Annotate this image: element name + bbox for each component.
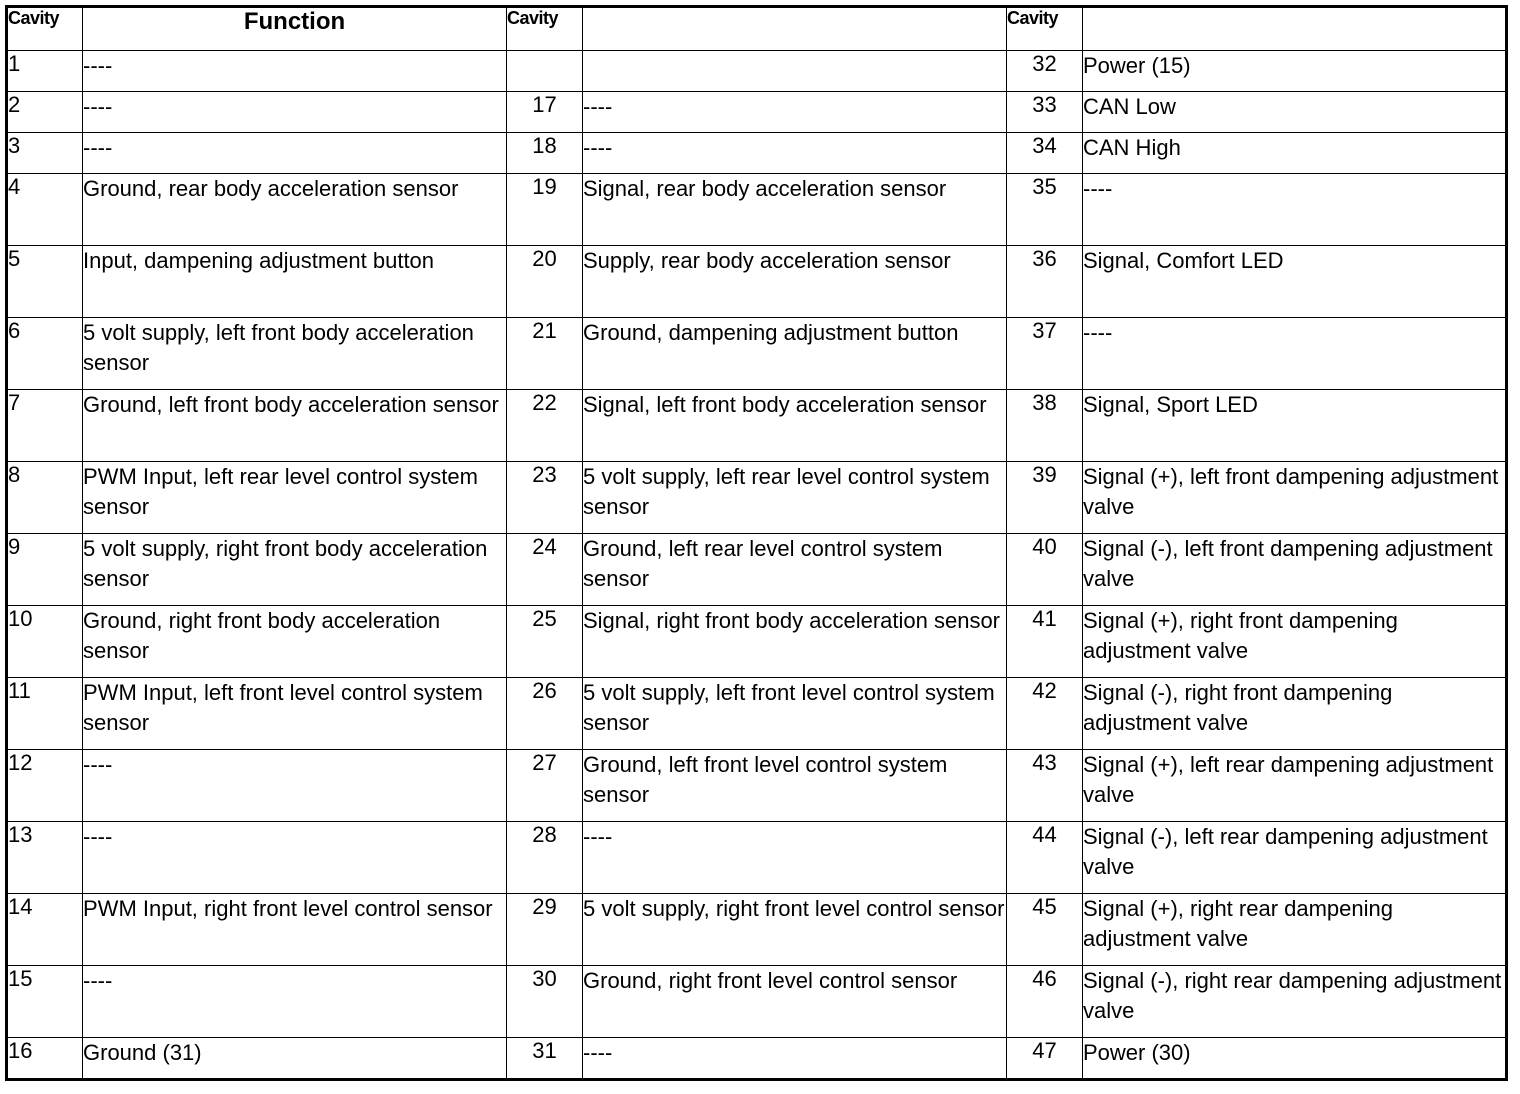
cavity-number: 45 — [1007, 894, 1083, 966]
cavity-function: Power (15) — [1083, 51, 1507, 92]
cavity-number: 46 — [1007, 966, 1083, 1038]
cavity-number: 8 — [7, 462, 83, 534]
table-row — [7, 462, 1507, 534]
cavity-function — [583, 51, 1007, 92]
cavity-function: ---- — [583, 92, 1007, 133]
header-row — [7, 7, 1507, 51]
function-header: Function — [83, 7, 507, 51]
cavity-number: 24 — [507, 534, 583, 606]
cavity-number: 15 — [7, 966, 83, 1038]
cavity-function: Signal (+), left front dampening adjustment valve — [1083, 462, 1507, 534]
cavity-number: 7 — [7, 390, 83, 462]
cavity-function: ---- — [1083, 318, 1507, 390]
cavity-number: 12 — [7, 750, 83, 822]
cavity-function: 5 volt supply, left rear level control system sensor — [583, 462, 1007, 534]
cavity-function: ---- — [83, 750, 507, 822]
table-row — [7, 133, 1507, 174]
cavity-function: Ground, right front body acceleration sensor — [83, 606, 507, 678]
cavity-function: Signal, rear body acceleration sensor — [583, 174, 1007, 246]
cavity-number: 6 — [7, 318, 83, 390]
cavity-function: Input, dampening adjustment button — [83, 246, 507, 318]
cavity-function: Ground, left front body acceleration sensor — [83, 390, 507, 462]
table-row — [7, 246, 1507, 318]
cavity-function: 5 volt supply, left front level control system sensor — [583, 678, 1007, 750]
cavity-function: Ground (31) — [83, 1038, 507, 1080]
cavity-number: 27 — [507, 750, 583, 822]
cavity-function: ---- — [83, 133, 507, 174]
cavity-number: 3 — [7, 133, 83, 174]
cavity-number: 4 — [7, 174, 83, 246]
cavity-number: 16 — [7, 1038, 83, 1080]
cavity-number: 35 — [1007, 174, 1083, 246]
cavity-function: Ground, left rear level control system sensor — [583, 534, 1007, 606]
cavity-function: Signal, Sport LED — [1083, 390, 1507, 462]
cavity-function: PWM Input, left rear level control system sensor — [83, 462, 507, 534]
cavity-function: Signal, Comfort LED — [1083, 246, 1507, 318]
cavity-number: 34 — [1007, 133, 1083, 174]
cavity-function: CAN Low — [1083, 92, 1507, 133]
table-row — [7, 606, 1507, 678]
cavity-function: Signal (+), right front dampening adjustment valve — [1083, 606, 1507, 678]
cavity-function: PWM Input, left front level control system sensor — [83, 678, 507, 750]
cavity-function: ---- — [583, 1038, 1007, 1080]
cavity-function: Power (30) — [1083, 1038, 1507, 1080]
table-row — [7, 534, 1507, 606]
cavity-number: 29 — [507, 894, 583, 966]
cavity-number: 32 — [1007, 51, 1083, 92]
cavity-function: CAN High — [1083, 133, 1507, 174]
cavity-number: 2 — [7, 92, 83, 133]
table-row — [7, 678, 1507, 750]
table-row — [7, 174, 1507, 246]
cavity-function: Supply, rear body acceleration sensor — [583, 246, 1007, 318]
cavity-function: ---- — [83, 92, 507, 133]
table-row — [7, 966, 1507, 1038]
cavity-number: 47 — [1007, 1038, 1083, 1080]
cavity-function: Signal, right front body acceleration sensor — [583, 606, 1007, 678]
cavity-number: 37 — [1007, 318, 1083, 390]
cavity-number: 14 — [7, 894, 83, 966]
cavity-function: Ground, rear body acceleration sensor — [83, 174, 507, 246]
cavity-function: 5 volt supply, left front body acceleration sensor — [83, 318, 507, 390]
cavity-number: 10 — [7, 606, 83, 678]
cavity-function: ---- — [583, 133, 1007, 174]
cavity-number: 17 — [507, 92, 583, 133]
cavity-number: 1 — [7, 51, 83, 92]
cavity-number: 41 — [1007, 606, 1083, 678]
cavity-number: 25 — [507, 606, 583, 678]
cavity-number: 5 — [7, 246, 83, 318]
cavity-number: 33 — [1007, 92, 1083, 133]
cavity-number: 20 — [507, 246, 583, 318]
cavity-number: 30 — [507, 966, 583, 1038]
cavity-function: ---- — [83, 51, 507, 92]
table-row — [7, 92, 1507, 133]
table-row — [7, 390, 1507, 462]
table-row — [7, 51, 1507, 92]
cavity-number: 28 — [507, 822, 583, 894]
cavity-function: Signal (-), right front dampening adjustment valve — [1083, 678, 1507, 750]
cavity-function: ---- — [583, 822, 1007, 894]
connector-pinout-table — [5, 5, 1508, 1081]
cavity-number: 40 — [1007, 534, 1083, 606]
cavity-function: ---- — [1083, 174, 1507, 246]
cavity-number: 43 — [1007, 750, 1083, 822]
cavity-number: 11 — [7, 678, 83, 750]
cavity-function: ---- — [83, 966, 507, 1038]
cavity-number: 18 — [507, 133, 583, 174]
cavity-function: Signal (+), left rear dampening adjustment valve — [1083, 750, 1507, 822]
function-header-2 — [583, 7, 1007, 51]
cavity-number: 23 — [507, 462, 583, 534]
cavity-number: 9 — [7, 534, 83, 606]
cavity-number: 44 — [1007, 822, 1083, 894]
cavity-function: Signal (-), left rear dampening adjustment valve — [1083, 822, 1507, 894]
cavity-number: 36 — [1007, 246, 1083, 318]
cavity-number — [507, 51, 583, 92]
cavity-number: 42 — [1007, 678, 1083, 750]
cavity-function: Ground, right front level control sensor — [583, 966, 1007, 1038]
cavity-number: 31 — [507, 1038, 583, 1080]
cavity-header: Cavity — [507, 7, 583, 51]
cavity-function: Ground, left front level control system sensor — [583, 750, 1007, 822]
cavity-function: Signal, left front body acceleration sensor — [583, 390, 1007, 462]
cavity-function: 5 volt supply, right front level control sensor — [583, 894, 1007, 966]
cavity-number: 39 — [1007, 462, 1083, 534]
cavity-number: 13 — [7, 822, 83, 894]
function-header-3 — [1083, 7, 1507, 51]
cavity-number: 26 — [507, 678, 583, 750]
cavity-function: Signal (+), right rear dampening adjustment valve — [1083, 894, 1507, 966]
cavity-function: ---- — [83, 822, 507, 894]
table-row — [7, 318, 1507, 390]
cavity-function: PWM Input, right front level control sensor — [83, 894, 507, 966]
table-row — [7, 750, 1507, 822]
table-row — [7, 1038, 1507, 1080]
cavity-function: Ground, dampening adjustment button — [583, 318, 1007, 390]
cavity-number: 38 — [1007, 390, 1083, 462]
cavity-number: 19 — [507, 174, 583, 246]
cavity-number: 21 — [507, 318, 583, 390]
table-row — [7, 894, 1507, 966]
cavity-function: 5 volt supply, right front body acceleration sensor — [83, 534, 507, 606]
cavity-function: Signal (-), left front dampening adjustment valve — [1083, 534, 1507, 606]
table-row — [7, 822, 1507, 894]
cavity-header: Cavity — [1007, 7, 1083, 51]
cavity-header: Cavity — [7, 7, 83, 51]
cavity-number: 22 — [507, 390, 583, 462]
cavity-function: Signal (-), right rear dampening adjustment valve — [1083, 966, 1507, 1038]
